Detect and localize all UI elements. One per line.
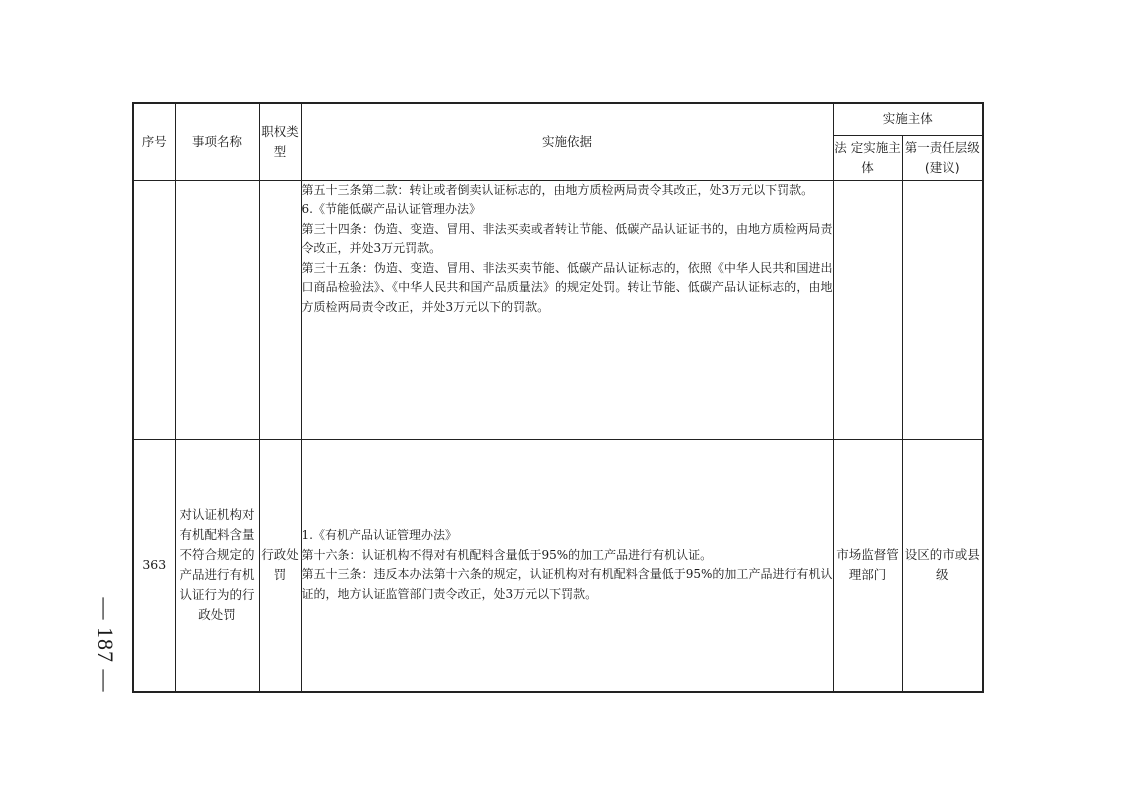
row-legal-implementer [833, 180, 902, 439]
header-basis: 实施依据 [301, 103, 833, 180]
basis-line: 6.《节能低碳产品认证管理办法》 [301, 202, 481, 216]
basis-line: 第十六条：认证机构不得对有机配料含量低于95%的加工产品进行有机认证。 [301, 547, 713, 562]
header-implementer-group: 实施主体 [833, 103, 983, 135]
row-first-responsibility: 设区的市或县级 [902, 439, 983, 692]
basis-line: 第五十三条第二款：转让或者倒卖认证标志的，由地方质检两局责令其改正，处3万元以下罚款。 [301, 182, 814, 197]
row-first-responsibility [902, 180, 983, 439]
row-power-type: 行政处罚 [259, 439, 301, 692]
enforcement-table [132, 102, 984, 693]
row-basis [301, 180, 833, 439]
table-row [133, 180, 983, 439]
row-basis [301, 439, 833, 692]
basis-line: 第三十五条：伪造、变造、冒用、非法买卖节能、低碳产品认证标志的，依照《中华人民共和国进出口商品检验法》、《中华人民共和国产品质量法》的规定处罚。转让节能、低碳产品认证标志的，由地方质检两局责令改正，并处3万元以下的罚款。 [301, 260, 833, 314]
basis-line: 1.《有机产品认证管理办法》 [301, 528, 457, 543]
row-item-name: 对认证机构对有机配料含量不符合规定的产品进行有机认证行为的行政处罚 [175, 439, 259, 692]
header-item-name: 事项名称 [175, 103, 259, 180]
row-seq: 363 [133, 439, 175, 692]
header-power-type: 职权类型 [259, 103, 301, 180]
row-item-name [175, 180, 259, 439]
basis-line: 第五十三条：违反本办法第十六条的规定，认证机构对有机配料含量低于95%的加工产品进行有机认证的，地方认证监管部门责令改正，处3万元以下罚款。 [301, 567, 833, 601]
row-legal-implementer: 市场监督管理部门 [833, 439, 902, 692]
header-legal-implementer: 法 定实施主体 [833, 135, 902, 180]
table-row [133, 439, 983, 692]
page-number: — 187 — [93, 597, 118, 693]
row-seq [133, 180, 175, 439]
row-power-type [259, 180, 301, 439]
basis-line: 第三十四条：伪造、变造、冒用、非法买卖或者转让节能、低碳产品认证证书的，由地方质检两局责令改正，并处3万元罚款。 [301, 221, 833, 255]
header-seq: 序号 [133, 103, 175, 180]
header-first-responsibility: 第一责任层级(建议) [902, 135, 983, 180]
